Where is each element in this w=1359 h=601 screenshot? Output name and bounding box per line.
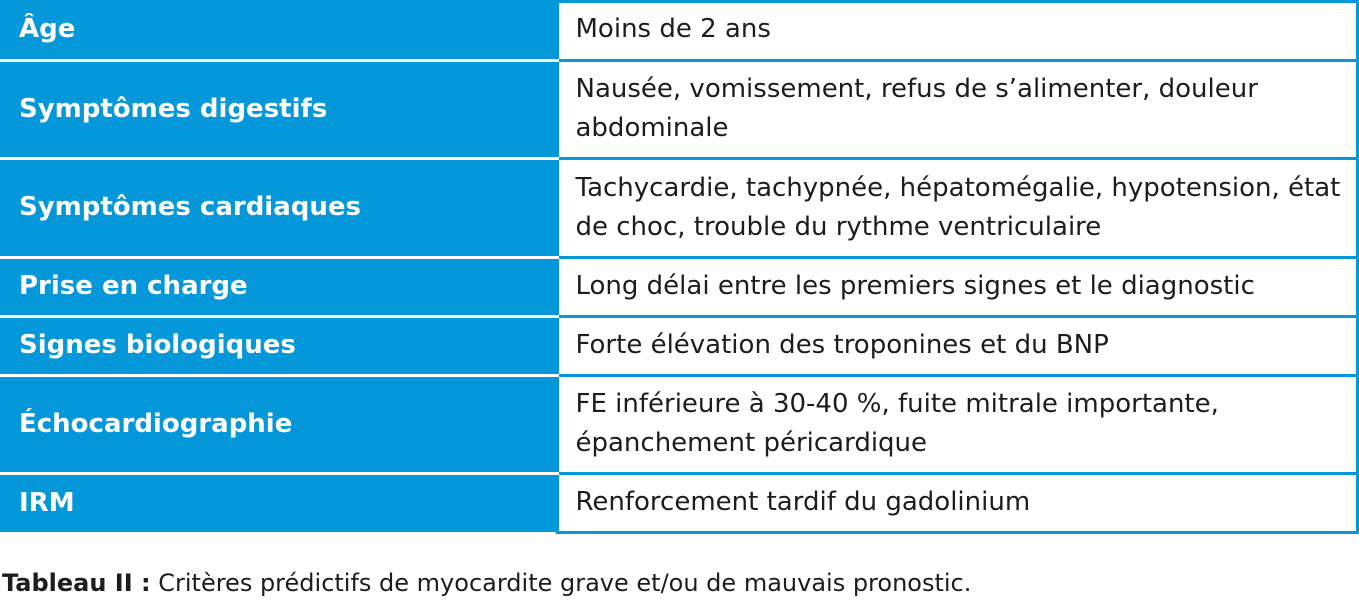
caption-text: Critères prédictifs de myocardite grave et/ou de mauvais pronostic. — [150, 569, 972, 597]
table-row — [0, 375, 1359, 473]
row-value-cardiac-symptoms: Tachycardie, tachypnée, hépatomégalie, hypotension, état de choc, trouble du rythme ventriculaire — [557, 158, 1359, 257]
row-value-care: Long délai entre les premiers signes et le diagnostic — [557, 257, 1359, 316]
caption-label: Tableau II : — [2, 569, 151, 597]
table-row — [0, 158, 1359, 257]
row-label-mri: IRM — [0, 473, 557, 532]
row-value-digestive-symptoms: Nausée, vomissement, refus de s’alimenter, douleur abdominale — [557, 60, 1359, 158]
row-label-biological-signs: Signes biologiques — [0, 316, 557, 375]
row-value-echocardiography: FE inférieure à 30-40 %, fuite mitrale importante, épanchement péricardique — [557, 375, 1359, 473]
row-label-age: Âge — [0, 0, 557, 60]
table-top-border — [0, 0, 1359, 3]
row-value-mri: Renforcement tardif du gadolinium — [557, 473, 1359, 532]
row-value-biological-signs: Forte élévation des troponines et du BNP — [557, 316, 1359, 375]
table-caption — [2, 568, 971, 598]
row-label-care: Prise en charge — [0, 257, 557, 316]
row-label-cardiac-symptoms: Symptômes cardiaques — [0, 158, 557, 257]
table-row — [0, 316, 1359, 375]
table-row — [0, 473, 1359, 532]
table-row — [0, 257, 1359, 316]
table-row — [0, 0, 1359, 60]
row-label-echocardiography: Échocardiographie — [0, 375, 557, 473]
row-label-digestive-symptoms: Symptômes digestifs — [0, 60, 557, 158]
table-row — [0, 60, 1359, 158]
row-value-age: Moins de 2 ans — [557, 0, 1359, 60]
